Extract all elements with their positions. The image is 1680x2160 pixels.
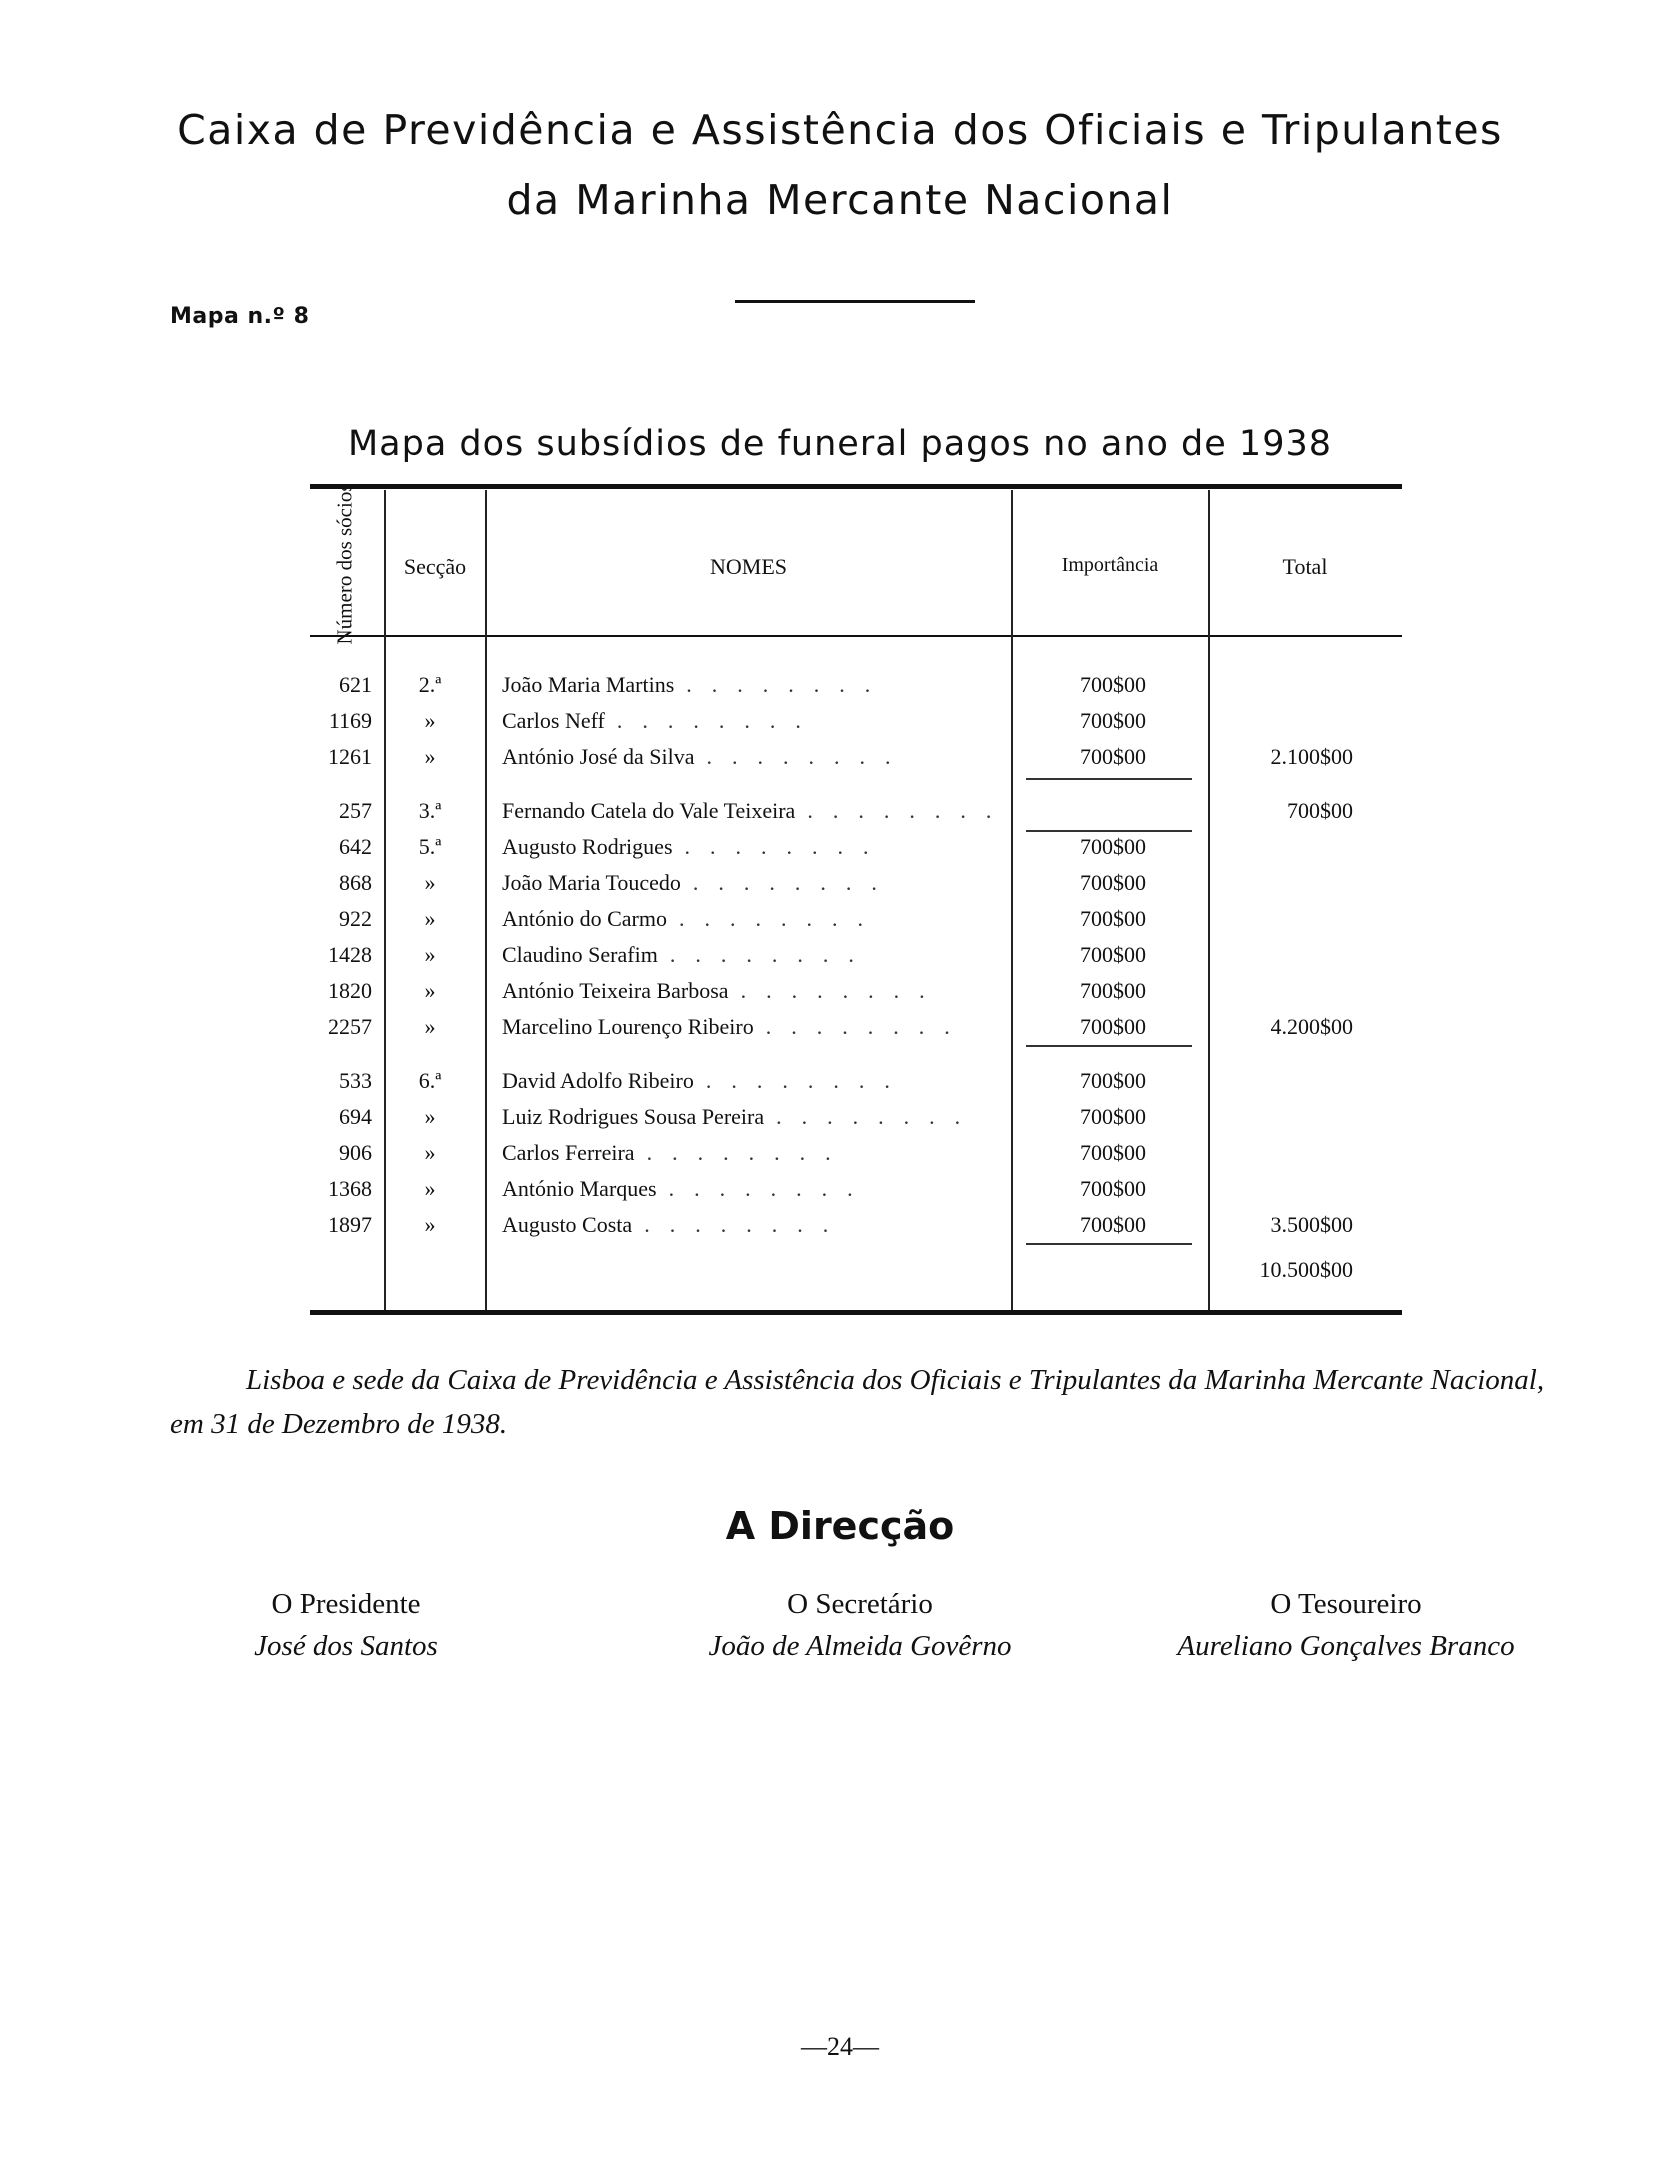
member-number: 1261 xyxy=(328,744,372,769)
grand-total: 10.500$00 xyxy=(1259,1257,1353,1282)
table-row xyxy=(310,942,1402,978)
header-numero-socios: Número dos sócios xyxy=(332,483,356,645)
leader-dots: ........ xyxy=(668,1176,873,1201)
importance-amount: 700$00 xyxy=(1080,1212,1146,1237)
table-row xyxy=(310,1212,1402,1248)
member-name: David Adolfo Ribeiro ........ xyxy=(502,1068,910,1093)
member-number: 922 xyxy=(339,906,372,931)
header-bottom-rule xyxy=(310,635,1402,637)
signature-role: O Secretário xyxy=(787,1588,933,1620)
institution-title-line1: Caixa de Previdência e Assistência dos Oficiais e Tripulantes xyxy=(177,106,1503,154)
subtotal-rule xyxy=(1026,830,1192,832)
leader-dots: ........ xyxy=(616,708,821,733)
leader-dots: ........ xyxy=(705,1068,910,1093)
table-row xyxy=(310,1014,1402,1050)
importance-amount: 700$00 xyxy=(1080,708,1146,733)
member-name: António Teixeira Barbosa ........ xyxy=(502,978,945,1003)
member-number: 2257 xyxy=(328,1014,372,1039)
table-row xyxy=(310,708,1402,744)
section-total: 4.200$00 xyxy=(1270,1014,1353,1039)
subtotal-rule xyxy=(1026,778,1192,780)
table-row xyxy=(310,906,1402,942)
funeral-subsidies-table xyxy=(310,484,1402,1320)
signature-role: O Presidente xyxy=(271,1588,421,1620)
importance-amount: 700$00 xyxy=(1080,1014,1146,1039)
importance-amount: 700$00 xyxy=(1080,1104,1146,1129)
signature-name: Aureliano Gonçalves Branco xyxy=(1177,1630,1515,1662)
mapa-number: Mapa n.º 8 xyxy=(170,304,310,329)
section: » xyxy=(424,978,436,1003)
header-importancia: Importância xyxy=(1061,554,1159,576)
closing-statement: Lisboa e sede da Caixa de Previdência e Assistência dos Oficiais e Tripulantes da Marinha Mercante Nacional, em 31 de Dezembro de 1938. xyxy=(170,1364,1545,1440)
header-seccao: Secção xyxy=(403,554,467,579)
section: » xyxy=(424,942,436,967)
section: » xyxy=(424,1104,436,1129)
subtotal-rule xyxy=(1026,1045,1192,1047)
member-number: 642 xyxy=(339,834,372,859)
leader-dots: ........ xyxy=(740,978,945,1003)
member-name: Claudino Serafim ........ xyxy=(502,942,874,967)
section: 6.ª xyxy=(418,1068,442,1093)
leader-dots: ........ xyxy=(706,744,911,769)
section: 3.ª xyxy=(418,798,442,823)
importance-amount: 700$00 xyxy=(1080,978,1146,1003)
member-number: 906 xyxy=(339,1140,372,1165)
member-number: 257 xyxy=(339,798,372,823)
importance-amount: 700$00 xyxy=(1080,1140,1146,1165)
importance-amount: 700$00 xyxy=(1080,1176,1146,1201)
table-row xyxy=(310,870,1402,906)
leader-dots: ........ xyxy=(765,1014,970,1039)
grand-total-row xyxy=(310,1257,1402,1293)
importance-amount: 700$00 xyxy=(1080,672,1146,697)
table-row xyxy=(310,1140,1402,1176)
table-row xyxy=(310,1068,1402,1104)
member-name: António do Carmo ........ xyxy=(502,906,883,931)
section: » xyxy=(424,1140,436,1165)
table-row xyxy=(310,672,1402,708)
table-row xyxy=(310,744,1402,780)
table-row xyxy=(310,798,1402,834)
leader-dots: ........ xyxy=(644,1212,849,1237)
signature-name: José dos Santos xyxy=(254,1630,438,1662)
member-name: Carlos Ferreira ........ xyxy=(502,1140,851,1165)
section-total: 3.500$00 xyxy=(1270,1212,1353,1237)
header-rule xyxy=(735,300,975,303)
member-name: Augusto Costa ........ xyxy=(502,1212,849,1237)
signature-tesoureiro xyxy=(1136,1588,1556,1663)
header-nomes: NOMES xyxy=(709,554,787,579)
section-total: 2.100$00 xyxy=(1270,744,1353,769)
signature-role: O Tesoureiro xyxy=(1270,1588,1422,1620)
leader-dots: ........ xyxy=(679,906,883,931)
leader-dots: ........ xyxy=(646,1140,851,1165)
table-row xyxy=(310,834,1402,870)
member-number: 1820 xyxy=(328,978,372,1003)
map-title: Mapa dos subsídios de funeral pagos no ano de 1938 xyxy=(347,424,1332,464)
member-name: António Marques ........ xyxy=(502,1176,873,1201)
leader-dots: ........ xyxy=(684,834,889,859)
leader-dots: ........ xyxy=(692,870,897,895)
member-number: 621 xyxy=(339,672,372,697)
leader-dots: ........ xyxy=(807,798,1012,823)
member-number: 1169 xyxy=(328,708,372,733)
importance-amount: 700$00 xyxy=(1080,1068,1146,1093)
section: » xyxy=(424,906,436,931)
section: » xyxy=(424,744,436,769)
importance-amount: 700$00 xyxy=(1080,870,1146,895)
table-row xyxy=(310,1104,1402,1140)
member-number: 533 xyxy=(339,1068,372,1093)
signature-name: João de Almeida Govêrno xyxy=(708,1630,1012,1662)
direccao-heading: A Direcção xyxy=(725,1504,955,1548)
table-row xyxy=(310,978,1402,1014)
page-number: —24— xyxy=(801,2032,879,2061)
signature-presidente xyxy=(136,1588,556,1663)
member-number: 1897 xyxy=(328,1212,372,1237)
importance-amount: 700$00 xyxy=(1080,834,1146,859)
member-number: 1428 xyxy=(328,942,372,967)
member-name: Fernando Catela do Vale Teixeira ........ xyxy=(502,798,1012,823)
section: » xyxy=(424,1176,436,1201)
table-bottom-rule xyxy=(310,1310,1402,1315)
leader-dots: ........ xyxy=(686,672,891,697)
member-name: João Maria Toucedo ........ xyxy=(502,870,897,895)
member-name: António José da Silva ........ xyxy=(502,744,911,769)
member-number: 1368 xyxy=(328,1176,372,1201)
signature-secretario xyxy=(650,1588,1070,1663)
member-name: Carlos Neff ........ xyxy=(502,708,821,733)
header-total: Total xyxy=(1282,554,1328,579)
section: 2.ª xyxy=(418,672,442,697)
section: 5.ª xyxy=(418,834,442,859)
importance-amount: 700$00 xyxy=(1080,942,1146,967)
section-total: 700$00 xyxy=(1287,798,1353,823)
table-top-rule xyxy=(310,484,1402,489)
section: » xyxy=(424,708,436,733)
member-name: Marcelino Lourenço Ribeiro ........ xyxy=(502,1014,970,1039)
member-number: 694 xyxy=(339,1104,372,1129)
member-name: Augusto Rodrigues ........ xyxy=(502,834,889,859)
importance-amount: 700$00 xyxy=(1080,744,1146,769)
subtotal-rule xyxy=(1026,1243,1192,1245)
section: » xyxy=(424,1212,436,1237)
table-row xyxy=(310,1176,1402,1212)
importance-amount: 700$00 xyxy=(1080,906,1146,931)
member-name: Luiz Rodrigues Sousa Pereira ........ xyxy=(502,1104,981,1129)
leader-dots: ........ xyxy=(669,942,874,967)
section: » xyxy=(424,1014,436,1039)
section: » xyxy=(424,870,436,895)
member-number: 868 xyxy=(339,870,372,895)
institution-title-line2: da Marinha Mercante Nacional xyxy=(506,176,1174,224)
leader-dots: ........ xyxy=(776,1104,981,1129)
member-name: João Maria Martins ........ xyxy=(502,672,891,697)
